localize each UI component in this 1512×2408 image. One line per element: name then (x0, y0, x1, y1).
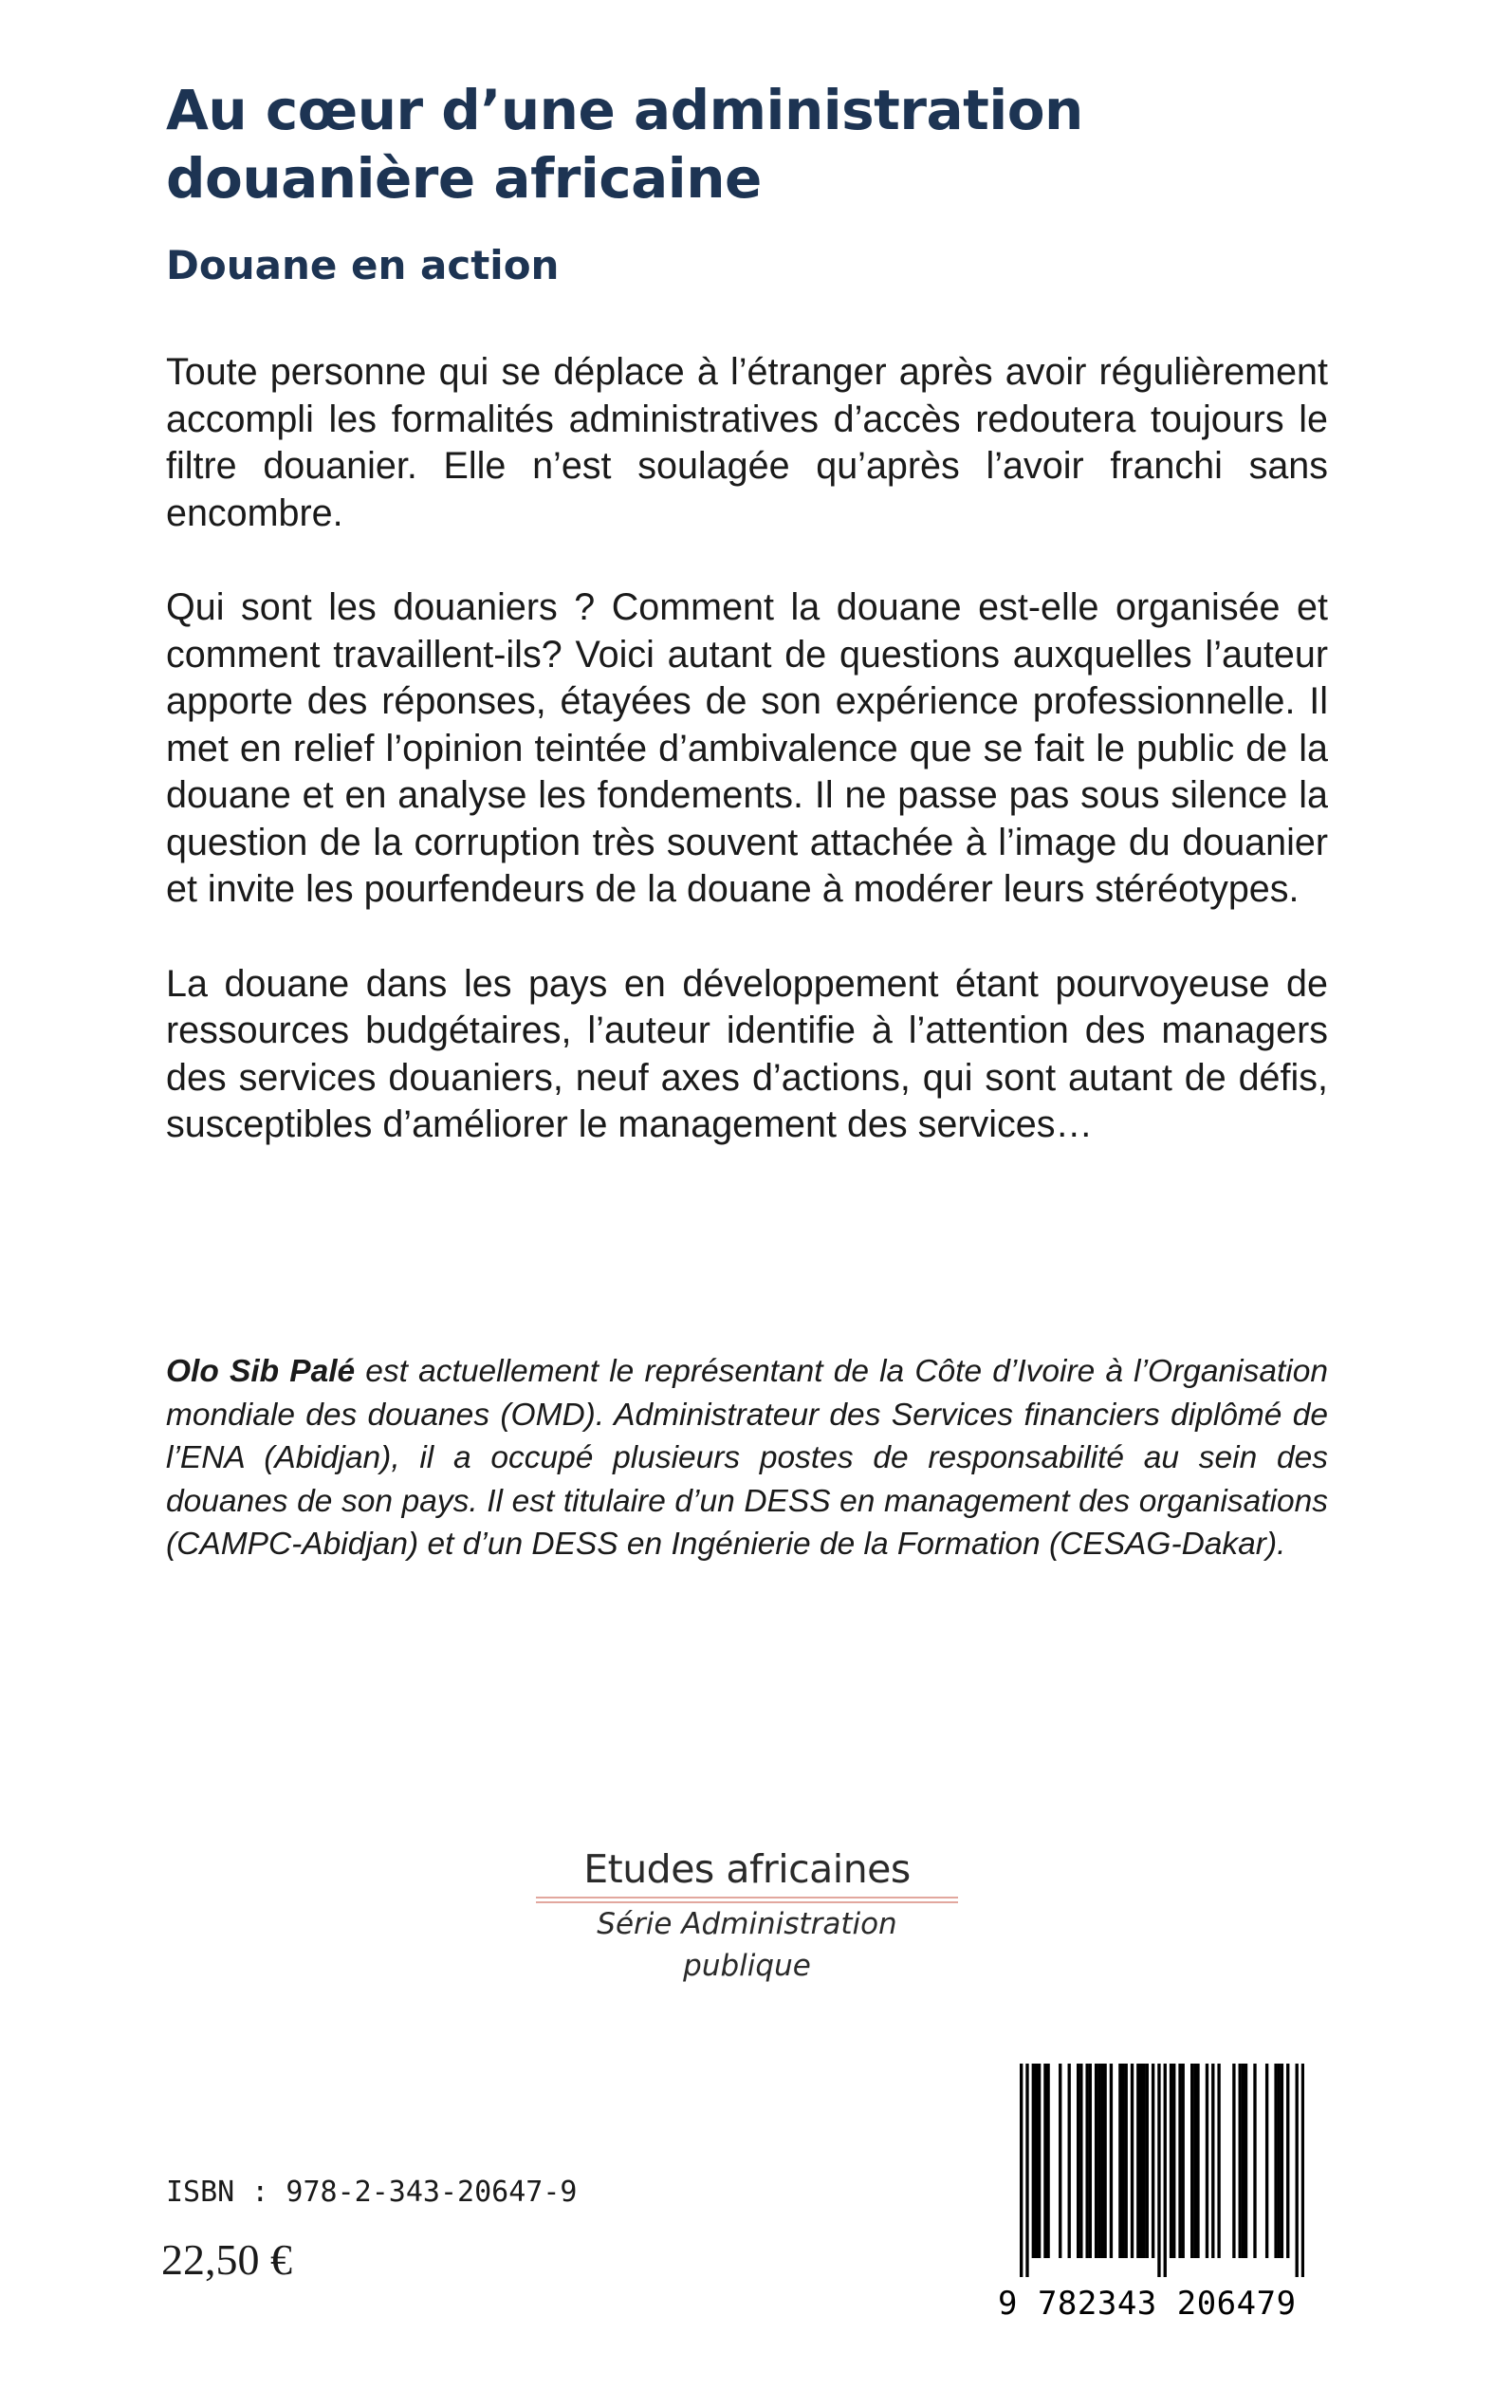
barcode-bar (1178, 2064, 1181, 2258)
author-name: Olo Sib Palé (166, 1354, 356, 1389)
barcode-bar (1035, 2064, 1038, 2258)
barcode-bar (1206, 2064, 1208, 2258)
blurb-paragraph-2: Qui sont les douaniers ? Comment la douane est-elle organisée et comment travaillent-ils? Voici autant de questions auxquelles l’auteur apporte des réponses, étayées de son expérience professionnelle. Il met en relief l’opinion teintée d’ambivalence que se fait le public de la douane et en analyse les fondements. Il ne passe pas sous silence la question de la corruption très souvent attachée à l’image du douanier et invite les pourfendeurs de la douane à modérer leurs stéréotypes. (166, 586, 1328, 910)
barcode-bar (1118, 2064, 1121, 2258)
barcode-bar (1232, 2064, 1235, 2258)
barcode-bar (1193, 2064, 1196, 2258)
barcode-bar (1068, 2064, 1071, 2258)
barcode-bar (1136, 2064, 1139, 2258)
blurb (166, 349, 1328, 1196)
barcode-bar (1139, 2064, 1142, 2258)
barcode-bar (1142, 2064, 1145, 2258)
author-bio (166, 1350, 1328, 1566)
barcode-bar (1278, 2064, 1281, 2258)
barcode-bar (1265, 2064, 1268, 2258)
barcode-bar (1131, 2064, 1134, 2258)
barcode-bar (1125, 2064, 1128, 2258)
barcode-bar (1146, 2064, 1149, 2258)
series-subtitle: Série Administration publique (597, 1907, 897, 1983)
barcode-bar (1032, 2064, 1035, 2258)
series-divider (536, 1897, 958, 1903)
barcode-bar (1121, 2064, 1124, 2258)
barcode-bar (1296, 2064, 1299, 2277)
series-block (536, 1845, 958, 1987)
barcode-bar (1170, 2064, 1172, 2258)
barcode-bar (1025, 2064, 1028, 2277)
barcode-bar (1281, 2064, 1283, 2258)
barcode-bar (1103, 2064, 1106, 2258)
barcode-bars-icon (1020, 2064, 1304, 2277)
barcode-bar (1059, 2064, 1061, 2258)
barcode-bar (1274, 2064, 1277, 2258)
title-line-1: Au cœur d’une administration (166, 78, 1083, 142)
barcode-bar (1190, 2064, 1193, 2258)
barcode-bar (1095, 2064, 1097, 2258)
barcode-bar (1152, 2064, 1154, 2258)
blurb-paragraph-3: La douane dans les pays en développement étant pourvoyeuse de ressources budgétaires, l’auteur identifie à l’attention des managers des services douaniers, neuf axes d’actions, qui sont autant de défis, susceptibles d’améliorer le management des services… (166, 962, 1328, 1145)
barcode-bar (1100, 2064, 1103, 2258)
title-line-2: douanière africaine (166, 146, 762, 211)
barcode-bar (1196, 2064, 1199, 2258)
barcode-bar (1110, 2064, 1113, 2258)
barcode-bar (1286, 2064, 1289, 2258)
book-title (166, 76, 1352, 213)
series-name: Etudes africaines (583, 1846, 911, 1892)
barcode-bar (1164, 2064, 1167, 2277)
price: 22,50 € (161, 2235, 292, 2284)
book-subtitle: Douane en action (166, 242, 560, 288)
barcode-bar (1211, 2064, 1214, 2258)
barcode-bar (1157, 2064, 1160, 2277)
barcode-bar (1239, 2064, 1242, 2258)
barcode-bar (1079, 2064, 1082, 2258)
barcode-bar (1097, 2064, 1100, 2258)
barcode-bar (1217, 2064, 1220, 2258)
author-bio-text: est actuellement le représentant de la Côte d’Ivoire à l’Organisation mondiale des douanes (OMD). Administrateur des Services financiers diplômé de l’ENA (Abidjan), il a occupé plusieurs postes de responsabilité au sein des douanes de son pays. Il est titulaire d’un DESS en management des organisations (CAMPC-Abidjan) et d’un DESS en Ingénierie de la Formation (CESAG-Dakar). (166, 1354, 1328, 1562)
blurb-paragraph-1: Toute personne qui se déplace à l’étranger après avoir régulièrement accompli les formalités administratives d’accès redoutera toujours le filtre douanier. Elle n’est soulagée qu’après l’avoir franchi sans encombre. (166, 351, 1328, 534)
barcode-bar (1038, 2064, 1041, 2258)
barcode-bar (1242, 2064, 1245, 2258)
barcode-bar (1085, 2064, 1088, 2258)
barcode-bar (1043, 2064, 1046, 2258)
barcode-bar (1020, 2064, 1023, 2277)
barcode-bar (1182, 2064, 1185, 2258)
barcode-bar (1245, 2064, 1247, 2258)
barcode-bar (1301, 2064, 1304, 2277)
barcode-bar (1172, 2064, 1175, 2258)
barcode (998, 2059, 1320, 2348)
barcode-bar (1089, 2064, 1092, 2258)
barcode-bar (1253, 2064, 1256, 2258)
isbn: ISBN : 978-2-343-20647-9 (166, 2176, 578, 2209)
barcode-digits: 9 782343 206479 (998, 2285, 1297, 2323)
barcode-bar (1077, 2064, 1079, 2258)
barcode-bar (1046, 2064, 1049, 2258)
